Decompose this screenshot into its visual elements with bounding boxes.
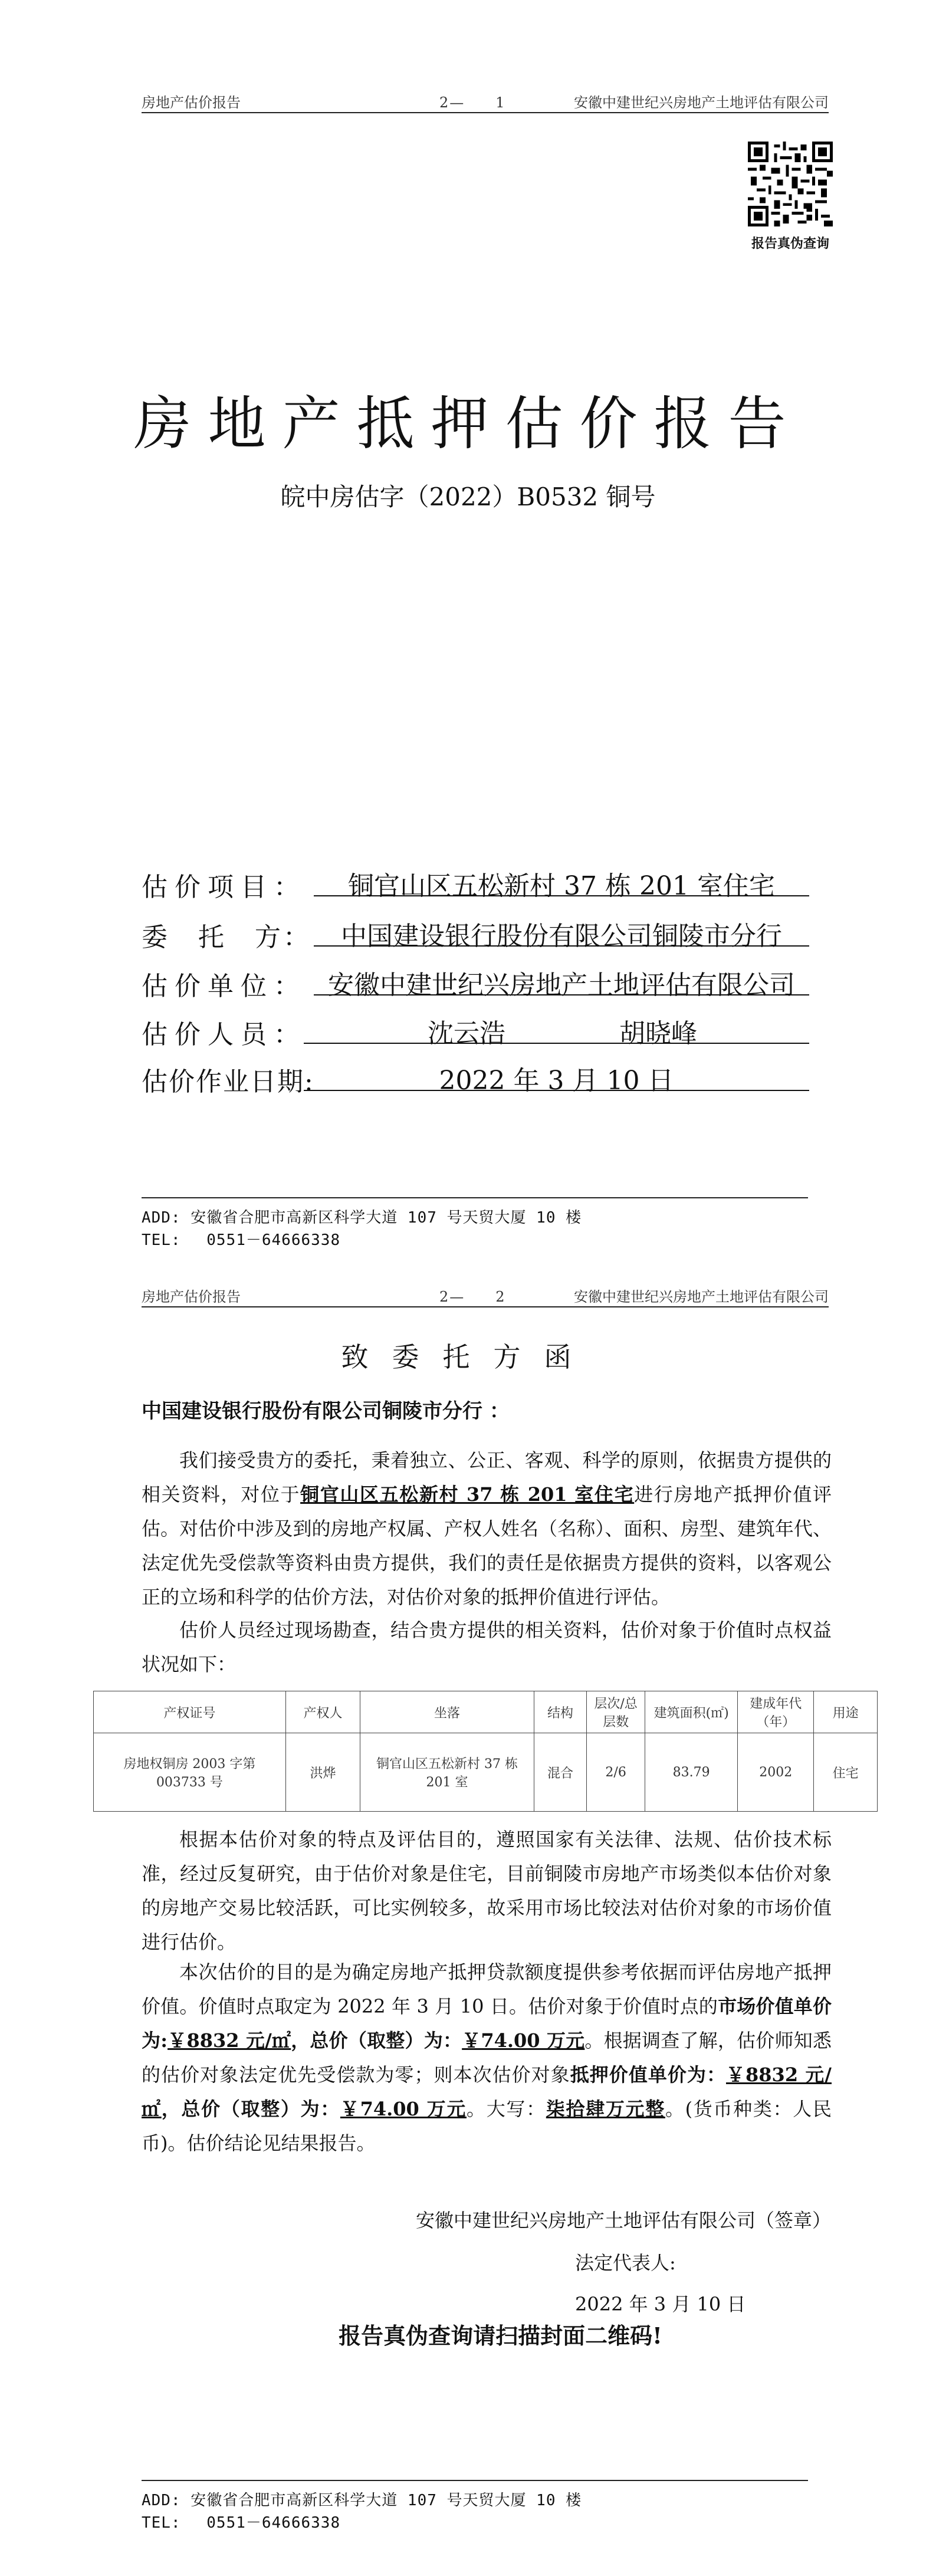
mortgage-unit-price: ￥8832 元/㎡ xyxy=(142,2064,832,2120)
market-unit-price-label: 市场价值单价为: xyxy=(142,1995,832,2052)
paragraph-1 xyxy=(142,1443,832,1614)
footer-address: ADD: 安徽省合肥市高新区科学大道 107 号天贸大厦 10 楼 xyxy=(142,1209,582,1227)
cell-cert-no: 房地权铜房 2003 字第 003733 号 xyxy=(94,1733,286,1812)
date-value: 2022 年 3 月 10 日 xyxy=(304,1059,809,1091)
verify-notice: 报告真伪查询请扫描封面二维码! xyxy=(339,2322,662,2349)
page-header xyxy=(142,88,829,113)
report-title: 房地产抵押估价报告 xyxy=(133,390,803,458)
legal-representative: 法定代表人: xyxy=(575,2252,676,2274)
signature-date: 2022 年 3 月 10 日 xyxy=(575,2293,746,2315)
footer-divider xyxy=(142,2480,808,2481)
para1-property-address: 铜官山区五松新村 37 栋 201 室住宅 xyxy=(300,1483,635,1506)
qr-caption: 报告真伪查询 xyxy=(751,236,829,251)
mortgage-total-label: ，总价（取整）为： xyxy=(161,2098,340,2120)
cell-floor: 2/6 xyxy=(587,1733,645,1812)
signature-company: 安徽中建世纪兴房地产土地评估有限公司（签章） xyxy=(416,2209,832,2232)
addressee: 中国建设银行股份有限公司铜陵市分行 ： xyxy=(142,1399,510,1423)
paragraph-4 xyxy=(142,1955,832,2160)
footer-tel: TEL: 0551－64666338 xyxy=(142,2514,341,2532)
para4-text: 。大写： xyxy=(467,2098,546,2120)
market-total-price: ￥74.00 万元 xyxy=(462,2029,585,2052)
unit-label: 估价单位： xyxy=(142,971,307,1001)
para4-text: 。根据调查了解，估价师知悉的估价对象法定优先受偿款为零 xyxy=(142,2029,832,2086)
table-row xyxy=(94,1733,878,1812)
cell-area: 83.79 xyxy=(645,1733,738,1812)
cover-page xyxy=(0,0,936,1283)
paragraph-2: 估价人员经过现场勘查，结合贵方提供的相关资料，估价对象于价值时点权益状况如下： xyxy=(142,1619,832,1675)
property-table xyxy=(93,1691,878,1812)
table-header-row xyxy=(94,1691,878,1733)
project-value: 铜官山区五松新村 37 栋 201 室住宅 xyxy=(314,865,809,896)
paragraph-3: 根据本估价对象的特点及评估目的，遵照国家有关法律、法规、估价技术标准，经过反复研究，由于估价对象是住宅，目前铜陵市房地产市场类似本估价对象的房地产交易比较活跃，可比实例较多，故采用市场比较法对估价对象的市场价值进行估价。 xyxy=(142,1828,832,1953)
para1-text-a: 我们接受贵方的委托，秉着独立、公正、客观、科学的原则，依据贵方提供的相关资料，对位于 xyxy=(142,1449,832,1506)
cell-location: 铜官山区五松新村 37 栋 201 室 xyxy=(360,1733,534,1812)
staff-values xyxy=(304,1012,809,1049)
market-total-label: ，总价（取整）为： xyxy=(291,2029,462,2052)
page-footer xyxy=(142,1197,808,1251)
date-label: 估价作业日期: xyxy=(142,1067,314,1097)
col-header: 建筑面积(㎡) xyxy=(645,1691,738,1733)
client-value: 中国建设银行股份有限公司铜陵市分行 xyxy=(314,915,809,947)
col-header: 用途 xyxy=(814,1691,878,1733)
letter-title: 致委托方函 xyxy=(341,1341,595,1373)
project-label: 估价项目： xyxy=(142,872,307,902)
header-page-number: 2— 1 xyxy=(439,94,506,111)
col-header: 产权人 xyxy=(285,1691,360,1733)
staff-name-1: 沈云浩 xyxy=(428,1018,505,1049)
cell-year: 2002 xyxy=(738,1733,814,1812)
para1-text-c: 进行房地产抵押价值评估。对估价中涉及到的房地产权属、产权人姓名（名称）、面积、房型、建筑年代、法定优先受偿款等资料由贵方提供，我们的责任是依据贵方提供的资料，以客观公正的立场和科学的估价方法，对估价对象的抵押价值进行评估。 xyxy=(142,1483,832,1608)
letter-page xyxy=(0,1283,936,2576)
col-header: 层次/总层数 xyxy=(587,1691,645,1733)
col-header: 坐落 xyxy=(360,1691,534,1733)
client-label: 委 托 方： xyxy=(142,922,311,952)
col-header: 结构 xyxy=(534,1691,587,1733)
cell-owner: 洪烨 xyxy=(285,1733,360,1812)
cell-structure: 混合 xyxy=(534,1733,587,1812)
page-footer xyxy=(142,2480,808,2534)
amount-in-words: 柒拾肆万元整 xyxy=(546,2098,665,2120)
qr-code-icon[interactable] xyxy=(748,142,833,226)
header-page-number: 2— 2 xyxy=(439,1289,506,1305)
header-left: 房地产估价报告 xyxy=(142,1289,241,1305)
col-header: 建成年代（年） xyxy=(738,1691,814,1733)
mortgage-unit-price-label: 抵押价值单价为： xyxy=(570,2064,726,2086)
cell-usage: 住宅 xyxy=(814,1733,878,1812)
staff-name-2: 胡晓峰 xyxy=(619,1018,697,1049)
mortgage-total-price: ￥74.00 万元 xyxy=(340,2098,467,2120)
header-company: 安徽中建世纪兴房地产土地评估有限公司 xyxy=(574,94,829,111)
staff-label: 估价人员： xyxy=(142,1020,307,1050)
page-header xyxy=(142,1283,829,1307)
para4-text: 本次估价的目的是为确定房地产抵押贷款额度提供参考依据而评估房地产抵押价值。价值时点取定为 2022 年 3 月 10 日。估价对象于价值时点的 xyxy=(142,1961,832,2018)
market-unit-price: ￥8832 元/㎡ xyxy=(168,2029,291,2052)
para4-text: ；则本次估价对象 xyxy=(414,2064,570,2086)
footer-tel: TEL: 0551－64666338 xyxy=(142,1231,341,1249)
para4-text: 。(货币种类：人民币)。估价结论见结果报告。 xyxy=(142,2098,832,2154)
footer-divider xyxy=(142,1197,808,1198)
header-left: 房地产估价报告 xyxy=(142,94,241,111)
header-company: 安徽中建世纪兴房地产土地评估有限公司 xyxy=(574,1289,829,1305)
report-number: 皖中房估字（2022）B0532 铜号 xyxy=(280,482,656,511)
col-header: 产权证号 xyxy=(94,1691,286,1733)
unit-value: 安徽中建世纪兴房地产土地评估有限公司 xyxy=(314,964,809,995)
footer-address: ADD: 安徽省合肥市高新区科学大道 107 号天贸大厦 10 楼 xyxy=(142,2492,582,2509)
